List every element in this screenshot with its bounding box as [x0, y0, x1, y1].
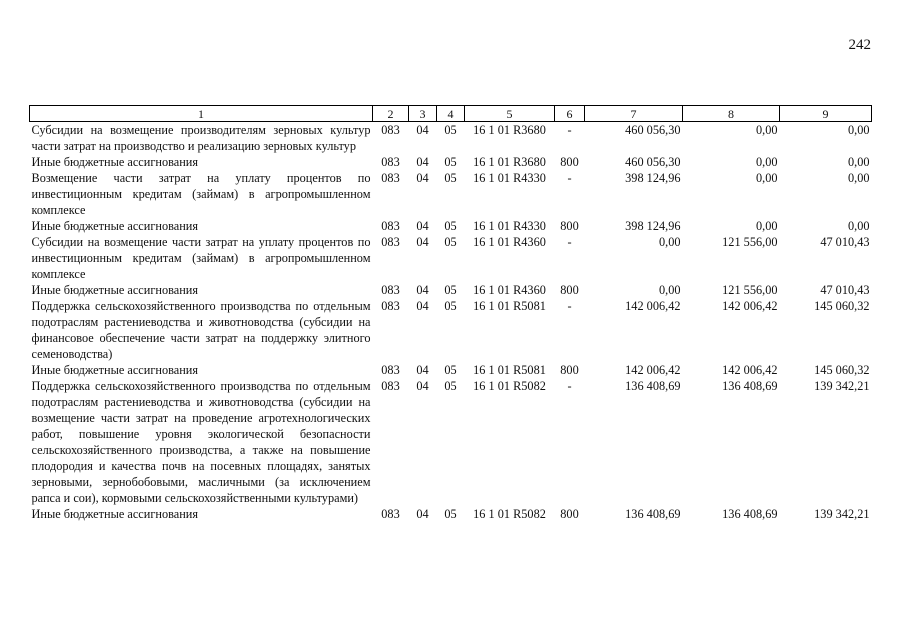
amount-col8: 121 556,00 [722, 235, 778, 249]
ministry-code: 083 [381, 507, 400, 521]
subsection-code: 05 [444, 155, 457, 169]
subsection-code: 05 [444, 171, 457, 185]
expense-type-code: - [567, 171, 572, 185]
page-number: 242 [848, 37, 871, 53]
subsection-code: 05 [444, 379, 457, 393]
table-row [30, 362, 872, 378]
table-row [30, 170, 872, 218]
amount-col8: 136 408,69 [722, 379, 778, 393]
amount-col9: 145 060,32 [814, 363, 870, 377]
expense-name: Иные бюджетные ассигнования [31, 155, 199, 169]
expense-type-code: - [567, 299, 572, 313]
expense-type-code: - [567, 235, 572, 249]
amount-col8: 142 006,42 [722, 299, 778, 313]
subsection-code: 05 [444, 283, 457, 297]
section-code: 04 [416, 507, 429, 521]
target-article-code: 16 1 01 R3680 [473, 123, 546, 137]
amount-col7: 398 124,96 [625, 219, 681, 233]
ministry-code: 083 [381, 299, 400, 313]
header-cell: 6 [555, 106, 585, 122]
target-article-code: 16 1 01 R4360 [473, 235, 546, 249]
table-row [30, 218, 872, 234]
amount-col8: 0,00 [755, 123, 778, 137]
table-row [30, 506, 872, 522]
header-cell: 8 [683, 106, 780, 122]
table-header [30, 106, 872, 122]
target-article-code: 16 1 01 R5081 [473, 299, 546, 313]
amount-col9: 139 342,21 [814, 507, 870, 521]
table-row [30, 378, 872, 506]
ministry-code: 083 [381, 155, 400, 169]
amount-col7: 0,00 [658, 283, 681, 297]
expense-type-code: 800 [560, 363, 579, 377]
amount-col7: 460 056,30 [625, 123, 681, 137]
target-article-code: 16 1 01 R4360 [473, 283, 546, 297]
ministry-code: 083 [381, 283, 400, 297]
amount-col8: 0,00 [755, 155, 778, 169]
expense-name: Возмещение части затрат на уплату процентов по инвестиционным кредитам (займам) в агропромышленном комплексе [31, 171, 371, 217]
section-code: 04 [416, 123, 429, 137]
table-body [30, 122, 872, 523]
expense-type-code: 800 [560, 155, 579, 169]
ministry-code: 083 [381, 235, 400, 249]
amount-col7: 460 056,30 [625, 155, 681, 169]
ministry-code: 083 [381, 171, 400, 185]
subsection-code: 05 [444, 299, 457, 313]
ministry-code: 083 [381, 123, 400, 137]
header-cell: 7 [585, 106, 683, 122]
section-code: 04 [416, 379, 429, 393]
subsection-code: 05 [444, 219, 457, 233]
subsection-code: 05 [444, 123, 457, 137]
table-row [30, 122, 872, 155]
amount-col7: 136 408,69 [625, 379, 681, 393]
amount-col9: 0,00 [847, 219, 870, 233]
amount-col7: 0,00 [658, 235, 681, 249]
target-article-code: 16 1 01 R5082 [473, 379, 546, 393]
header-cell: 5 [465, 106, 555, 122]
subsection-code: 05 [444, 507, 457, 521]
amount-col7: 136 408,69 [625, 507, 681, 521]
amount-col9: 0,00 [847, 123, 870, 137]
amount-col8: 0,00 [755, 171, 778, 185]
target-article-code: 16 1 01 R3680 [473, 155, 546, 169]
table-row [30, 154, 872, 170]
amount-col8: 136 408,69 [722, 507, 778, 521]
table-row [30, 282, 872, 298]
subsection-code: 05 [444, 235, 457, 249]
amount-col9: 145 060,32 [814, 299, 870, 313]
table-row [30, 234, 872, 282]
expense-type-code: 800 [560, 219, 579, 233]
expense-type-code: 800 [560, 283, 579, 297]
expense-name: Иные бюджетные ассигнования [31, 219, 199, 233]
expense-type-code: 800 [560, 507, 579, 521]
expense-name: Субсидии на возмещение части затрат на уплату процентов по инвестиционным кредитам (займам) в агропромышленном комплексе [31, 235, 371, 281]
expense-name: Иные бюджетные ассигнования [31, 283, 199, 297]
header-cell: 4 [437, 106, 465, 122]
section-code: 04 [416, 283, 429, 297]
ministry-code: 083 [381, 363, 400, 377]
expense-name: Поддержка сельскохозяйственного производства по отдельным подотраслям растениеводства и животноводства (субсидии на финансовое обеспечение части затрат на поддержку элитного семеноводства) [31, 299, 371, 361]
section-code: 04 [416, 219, 429, 233]
expense-type-code: - [567, 379, 572, 393]
amount-col9: 139 342,21 [814, 379, 870, 393]
expense-name: Субсидии на возмещение производителям зерновых культур части затрат на производство и реализацию зерновых культур [31, 123, 371, 153]
expense-name: Иные бюджетные ассигнования [31, 363, 199, 377]
section-code: 04 [416, 155, 429, 169]
subsection-code: 05 [444, 363, 457, 377]
amount-col8: 121 556,00 [722, 283, 778, 297]
header-cell: 1 [30, 106, 373, 122]
budget-table [29, 105, 872, 522]
expense-type-code: - [567, 123, 572, 137]
section-code: 04 [416, 363, 429, 377]
section-code: 04 [416, 171, 429, 185]
amount-col7: 398 124,96 [625, 171, 681, 185]
amount-col7: 142 006,42 [625, 299, 681, 313]
amount-col9: 47 010,43 [820, 283, 870, 297]
header-cell: 9 [780, 106, 872, 122]
amount-col9: 47 010,43 [820, 235, 870, 249]
amount-col7: 142 006,42 [625, 363, 681, 377]
section-code: 04 [416, 299, 429, 313]
expense-name: Иные бюджетные ассигнования [31, 507, 199, 521]
target-article-code: 16 1 01 R5081 [473, 363, 546, 377]
section-code: 04 [416, 235, 429, 249]
ministry-code: 083 [381, 379, 400, 393]
amount-col9: 0,00 [847, 155, 870, 169]
ministry-code: 083 [381, 219, 400, 233]
table-row [30, 298, 872, 362]
amount-col8: 142 006,42 [722, 363, 778, 377]
target-article-code: 16 1 01 R4330 [473, 171, 546, 185]
target-article-code: 16 1 01 R5082 [473, 507, 546, 521]
amount-col9: 0,00 [847, 171, 870, 185]
header-cell: 3 [409, 106, 437, 122]
amount-col8: 0,00 [755, 219, 778, 233]
header-cell: 2 [373, 106, 409, 122]
target-article-code: 16 1 01 R4330 [473, 219, 546, 233]
expense-name: Поддержка сельскохозяйственного производства по отдельным подотраслям растениеводства и животноводства (субсидии на возмещение части затрат на проведение агротехнологических работ, повышение уровня экологической безопасности сельскохозяйственного производства, а также на повышение плодородия и качества почв на посевных площадях, занятых зерновыми, зернобобовыми, масличными (за исключением рапса и сои), кормовыми сельскохозяйственными культурами) [31, 379, 371, 505]
